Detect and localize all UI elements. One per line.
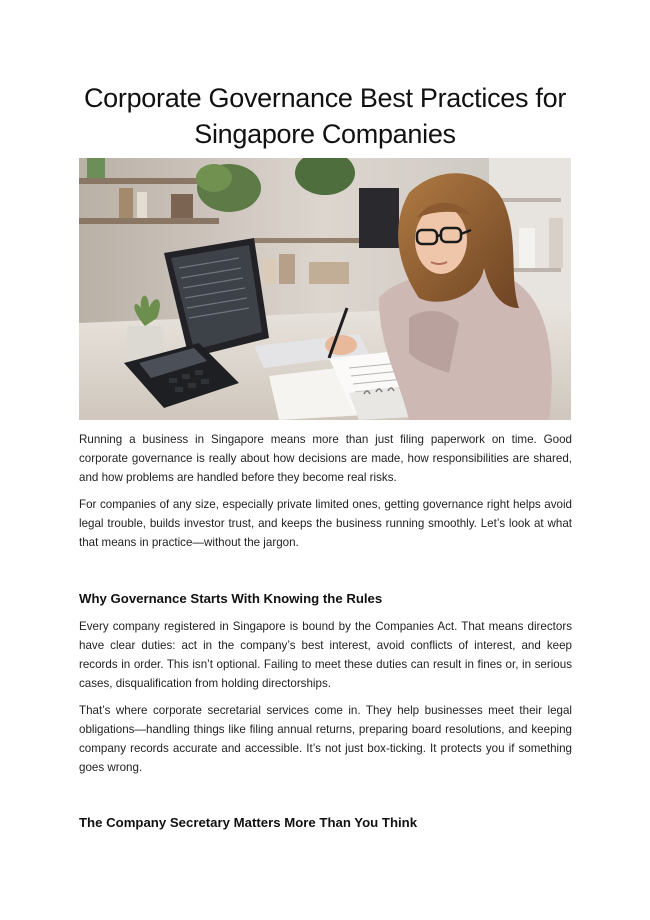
intro-paragraph-1: Running a business in Singapore means more than just filing paperwork on time. Good corporate governance is really about how decisions are made, how responsibilities are shared, and how problems are handled before they become real risks. xyxy=(79,433,572,484)
page-title: Corporate Governance Best Practices for Singapore Companies xyxy=(83,83,567,149)
intro-paragraph-2: For companies of any size, especially private limited ones, getting governance right helps avoid legal trouble, builds investor trust, and keeps the business running smoothly. Let’s look at what that means in practice—without the jargon. xyxy=(79,498,572,549)
section-rules-paragraph-1: Every company registered in Singapore is bound by the Companies Act. That means directors have clear duties: act in the company’s best interest, avoid conflicts of interest, and keep records in order. This isn’t optional. Failing to meet these duties can result in fines or, in serious cases, disqualification from holding directorships. xyxy=(79,620,572,690)
section-heading-rules: Why Governance Starts With Knowing the Rules xyxy=(79,591,383,606)
hero-photo-woman-at-desk xyxy=(79,158,571,420)
hero-illustration xyxy=(79,158,571,420)
section-heading-company-secretary: The Company Secretary Matters More Than You Think xyxy=(79,815,418,830)
section-rules-paragraph-2: That’s where corporate secretarial services come in. They help businesses meet their legal obligations—handling things like filing annual returns, preparing board resolutions, and keeping company records accurate and accessible. It’s not just box-ticking. It protects you if something goes wrong. xyxy=(79,704,572,774)
